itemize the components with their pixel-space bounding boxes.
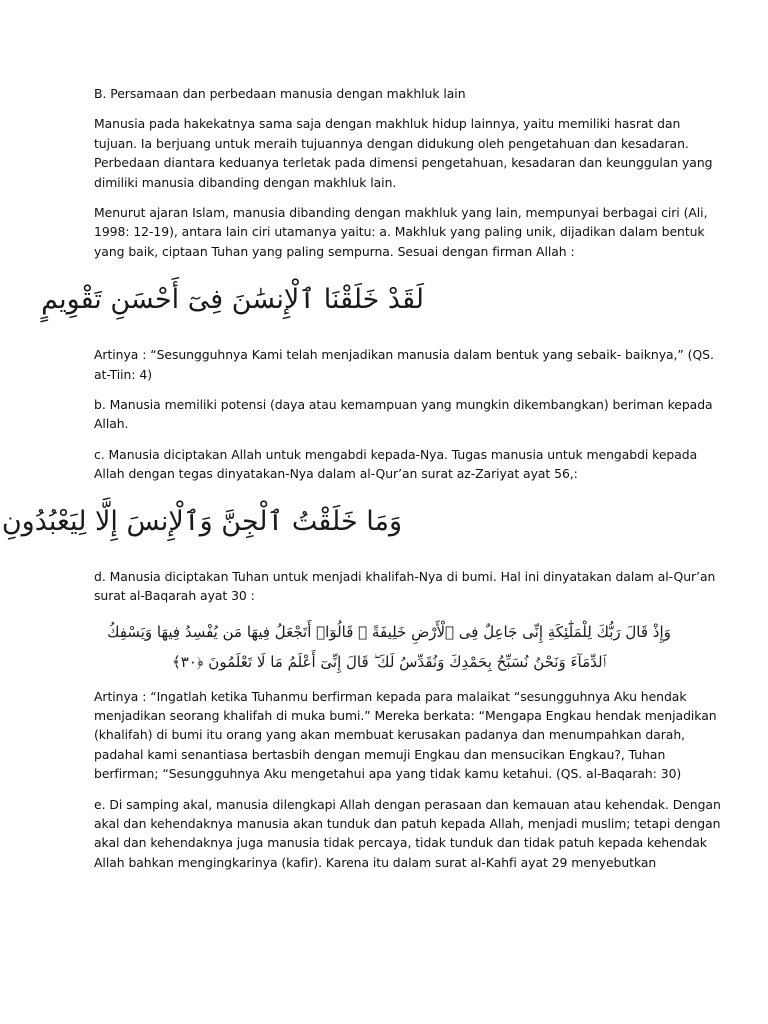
text-line: akal dan kehendaknya manusia akan tunduk dan patuh kepada Allah, menjadi muslim; tetapi dengan: [94, 815, 721, 831]
text-line: yang baik, ciptaan Tuhan yang paling sempurna. Sesuai dengan firman Allah :: [94, 243, 575, 259]
text-line: Allah bahkan mengingkarinya (kafir). Karena itu dalam surat al-Kahfi ayat 29 menyebutkan: [94, 854, 657, 870]
paragraph-potential-faith: [94, 395, 713, 434]
paragraph-khalifah: [94, 567, 716, 606]
paragraph-human-nature: [94, 114, 713, 192]
section-heading: [94, 84, 684, 103]
arabic-verse-line: وَإِذْ قَالَ رَبُّكَ لِلْمَلَٰٓئِكَةِ إِنِّى جَاعِلٌ فِى ٱلْأَرْضِ خَلِيفَةً ۖ قَالُوٓا۟ أَتَجْعَلُ فِيهَا مَن يُفْسِدُ فِيهَا وَيَسْفِكُ: [107, 622, 671, 641]
text-line: Artinya : “Ingatlah ketika Tuhanmu berfirman kepada para malaikat “sesungguhnya Aku hendak: [94, 688, 687, 704]
document-page: [1, 84, 721, 883]
text-line: Menurut ajaran Islam, manusia dibanding dengan makhluk yang lain, mempunyai berbagai ciri (Ali,: [94, 205, 708, 221]
arabic-verse-az-zariyat: وَمَا خَلَقْتُ ٱلْجِنَّ وَٱلْإِنسَ إِلَّا لِيَعْبُدُونِ: [1, 505, 402, 537]
paragraph-translation-at-tiin: [94, 345, 714, 384]
text-line: dimiliki manusia dibanding dengan makhluk lain.: [94, 174, 397, 190]
text-line: B. Persamaan dan perbedaan manusia dengan makhluk lain: [94, 86, 466, 101]
text-line: Perbedaan diantara keduanya terletak pada dimensi pengetahuan, kesadaran dan keunggulan yang: [94, 155, 713, 171]
text-line: surat al-Baqarah ayat 30 :: [94, 588, 255, 604]
text-line: menjadikan seorang khalifah di muka bumi.” Mereka berkata: “Mengapa Engkau hendak menjadikan: [94, 707, 717, 723]
text-line: Allah dengan tegas dinyatakan-Nya dalam al-Qur’an surat az-Zariyat ayat 56,:: [94, 466, 578, 482]
text-line: (khalifah) di bumi itu orang yang akan membuat kerusakan padanya dan menumpahkan darah,: [94, 727, 686, 743]
text-line: akal dan kehendaknya juga manusia tidak percaya, tidak tunduk dan tidak patuh kepada kehendak: [94, 835, 707, 851]
paragraph-reason-and-will: [94, 795, 721, 873]
text-line: at-Tiin: 4): [94, 366, 152, 382]
arabic-verse-at-tiin: لَقَدْ خَلَقْنَا ٱلْإِنسَٰنَ فِىٓ أَحْسَنِ تَقْوِيمٍ: [41, 284, 424, 316]
text-line: d. Manusia diciptakan Tuhan untuk menjadi khalifah-Nya di bumi. Hal ini dinyatakan dalam al-Qur’an: [94, 568, 716, 584]
text-line: tujuan. Ia berjuang untuk meraih tujuannya dengan didukung oleh pengetahuan dan kesadaran.: [94, 135, 689, 151]
paragraph-translation-al-baqarah: [94, 687, 717, 784]
arabic-verse-line: ٱلدِّمَآءَ وَنَحْنُ نُسَبِّحُ بِحَمْدِكَ وَنُقَدِّسُ لَكَ ۖ قَالَ إِنِّىٓ أَعْلَمُ مَا لَا تَعْلَمُونَ ﴿٣٠﴾: [171, 652, 607, 671]
text-line: 1998: 12-19), antara lain ciri utamanya yaitu: a. Makhluk yang paling unik, dijadikan dalam bentuk: [94, 224, 705, 240]
text-line: c. Manusia diciptakan Allah untuk mengabdi kepada-Nya. Tugas manusia untuk mengabdi kepada: [94, 446, 698, 462]
text-line: padahal kami senantiasa bertasbih dengan memuji Engkau dan mensucikan Engkau?, Tuhan: [94, 746, 666, 762]
paragraph-islamic-view: [94, 203, 708, 261]
text-line: Manusia pada hakekatnya sama saja dengan makhluk hidup lainnya, yaitu memiliki hasrat dan: [94, 116, 681, 132]
text-line: Allah.: [94, 416, 129, 432]
text-line: b. Manusia memiliki potensi (daya atau kemampuan yang mungkin dikembangkan) beriman kepada: [94, 397, 713, 413]
paragraph-worship: [94, 445, 698, 484]
text-line: e. Di samping akal, manusia dilengkapi Allah dengan perasaan dan kemauan atau kehendak. Dengan: [94, 796, 721, 812]
text-line: berfirman; “Sesungguhnya Aku mengetahui apa yang tidak kamu ketahui. (QS. al-Baqarah: 30): [94, 766, 682, 782]
arabic-verse-al-baqarah: [94, 617, 684, 677]
text-line: Artinya : “Sesungguhnya Kami telah menjadikan manusia dalam bentuk yang sebaik- baiknya,” (QS.: [94, 347, 714, 363]
